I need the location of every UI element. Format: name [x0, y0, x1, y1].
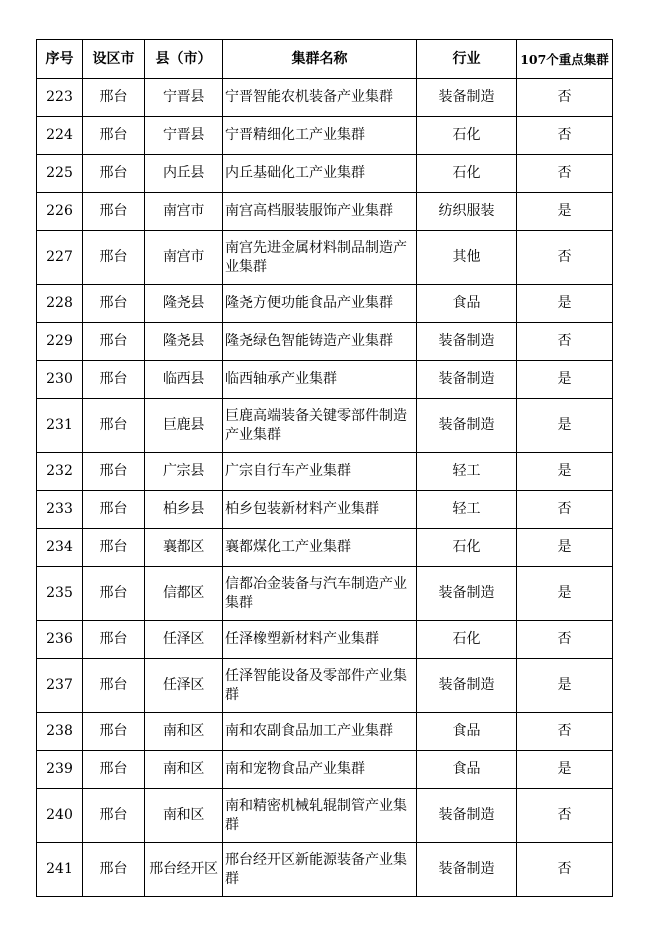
cell-city: 邢台 [83, 193, 145, 231]
cell-county: 隆尧县 [145, 323, 223, 361]
cell-cluster-name: 南宫高档服装服饰产业集群 [223, 193, 417, 231]
cell-industry: 其他 [417, 231, 517, 285]
cell-county: 南和区 [145, 713, 223, 751]
cell-city: 邢台 [83, 843, 145, 897]
cell-industry: 石化 [417, 117, 517, 155]
cell-city: 邢台 [83, 751, 145, 789]
header-industry: 行业 [417, 40, 517, 79]
cell-index: 227 [37, 231, 83, 285]
cell-county: 巨鹿县 [145, 399, 223, 453]
cell-city: 邢台 [83, 713, 145, 751]
cell-index: 223 [37, 79, 83, 117]
cell-county: 信都区 [145, 567, 223, 621]
cell-city: 邢台 [83, 117, 145, 155]
table-row [37, 231, 613, 285]
table-row [37, 453, 613, 491]
cell-county: 内丘县 [145, 155, 223, 193]
cell-county: 柏乡县 [145, 491, 223, 529]
table-row [37, 117, 613, 155]
cell-county: 宁晋县 [145, 117, 223, 155]
cell-city: 邢台 [83, 529, 145, 567]
cell-industry: 装备制造 [417, 789, 517, 843]
cell-index: 230 [37, 361, 83, 399]
cell-key-cluster: 是 [517, 361, 613, 399]
cell-key-cluster: 否 [517, 155, 613, 193]
table-row [37, 155, 613, 193]
cell-cluster-name: 信都冶金装备与汽车制造产业集群 [223, 567, 417, 621]
cell-key-cluster: 否 [517, 713, 613, 751]
cell-county: 南和区 [145, 751, 223, 789]
cell-key-cluster: 否 [517, 323, 613, 361]
cell-cluster-name: 任泽智能设备及零部件产业集群 [223, 659, 417, 713]
cell-industry: 纺织服装 [417, 193, 517, 231]
table-row [37, 529, 613, 567]
table-row [37, 79, 613, 117]
header-key-cluster: 107个重点集群 [517, 40, 613, 79]
cell-industry: 装备制造 [417, 399, 517, 453]
header-county: 县（市） [145, 40, 223, 79]
cell-index: 240 [37, 789, 83, 843]
cell-key-cluster: 是 [517, 453, 613, 491]
cell-industry: 轻工 [417, 491, 517, 529]
cell-county: 襄都区 [145, 529, 223, 567]
header-row [37, 40, 613, 79]
cell-city: 邢台 [83, 231, 145, 285]
cell-cluster-name: 邢台经开区新能源装备产业集群 [223, 843, 417, 897]
cell-county: 宁晋县 [145, 79, 223, 117]
cell-city: 邢台 [83, 789, 145, 843]
cell-city: 邢台 [83, 567, 145, 621]
cell-city: 邢台 [83, 361, 145, 399]
cell-industry: 石化 [417, 621, 517, 659]
cell-city: 邢台 [83, 491, 145, 529]
cell-index: 232 [37, 453, 83, 491]
cell-industry: 食品 [417, 285, 517, 323]
cell-cluster-name: 内丘基础化工产业集群 [223, 155, 417, 193]
cell-industry: 石化 [417, 529, 517, 567]
cell-county: 邢台经开区 [145, 843, 223, 897]
cell-cluster-name: 任泽橡塑新材料产业集群 [223, 621, 417, 659]
cell-industry: 装备制造 [417, 79, 517, 117]
table-row [37, 713, 613, 751]
table-body [37, 79, 613, 897]
cell-index: 231 [37, 399, 83, 453]
cell-county: 南和区 [145, 789, 223, 843]
table-row [37, 361, 613, 399]
cell-key-cluster: 否 [517, 789, 613, 843]
cell-cluster-name: 临西轴承产业集群 [223, 361, 417, 399]
cell-cluster-name: 隆尧方便功能食品产业集群 [223, 285, 417, 323]
cell-industry: 装备制造 [417, 843, 517, 897]
cell-industry: 装备制造 [417, 361, 517, 399]
cell-key-cluster: 是 [517, 751, 613, 789]
cell-key-cluster: 是 [517, 529, 613, 567]
cell-city: 邢台 [83, 79, 145, 117]
table-row [37, 323, 613, 361]
table-header [37, 40, 613, 79]
cell-index: 228 [37, 285, 83, 323]
header-index: 序号 [37, 40, 83, 79]
cell-cluster-name: 巨鹿高端装备关键零部件制造产业集群 [223, 399, 417, 453]
header-city: 设区市 [83, 40, 145, 79]
cell-key-cluster: 否 [517, 491, 613, 529]
cell-key-cluster: 否 [517, 117, 613, 155]
cell-index: 237 [37, 659, 83, 713]
cell-key-cluster: 是 [517, 399, 613, 453]
cell-industry: 轻工 [417, 453, 517, 491]
cell-cluster-name: 广宗自行车产业集群 [223, 453, 417, 491]
table-row [37, 751, 613, 789]
cell-industry: 装备制造 [417, 659, 517, 713]
cell-city: 邢台 [83, 285, 145, 323]
cell-cluster-name: 南宫先进金属材料制品制造产业集群 [223, 231, 417, 285]
header-cluster-name: 集群名称 [223, 40, 417, 79]
cell-industry: 装备制造 [417, 323, 517, 361]
cell-industry: 食品 [417, 713, 517, 751]
cell-county: 南宫市 [145, 193, 223, 231]
cell-county: 隆尧县 [145, 285, 223, 323]
cell-city: 邢台 [83, 399, 145, 453]
table-row [37, 789, 613, 843]
table-row [37, 399, 613, 453]
cell-index: 233 [37, 491, 83, 529]
cell-county: 任泽区 [145, 621, 223, 659]
cell-county: 广宗县 [145, 453, 223, 491]
cell-city: 邢台 [83, 659, 145, 713]
cell-cluster-name: 襄都煤化工产业集群 [223, 529, 417, 567]
cell-industry: 装备制造 [417, 567, 517, 621]
cell-industry: 食品 [417, 751, 517, 789]
table-row [37, 843, 613, 897]
cell-cluster-name: 宁晋智能农机装备产业集群 [223, 79, 417, 117]
cell-index: 226 [37, 193, 83, 231]
cell-cluster-name: 南和农副食品加工产业集群 [223, 713, 417, 751]
cell-city: 邢台 [83, 155, 145, 193]
table-row [37, 567, 613, 621]
cell-city: 邢台 [83, 621, 145, 659]
cell-key-cluster: 是 [517, 193, 613, 231]
cell-city: 邢台 [83, 323, 145, 361]
cluster-table [36, 39, 613, 897]
cell-key-cluster: 否 [517, 843, 613, 897]
cell-cluster-name: 宁晋精细化工产业集群 [223, 117, 417, 155]
cell-index: 224 [37, 117, 83, 155]
cell-index: 234 [37, 529, 83, 567]
table-row [37, 491, 613, 529]
cell-county: 任泽区 [145, 659, 223, 713]
cell-index: 229 [37, 323, 83, 361]
cell-city: 邢台 [83, 453, 145, 491]
cell-index: 238 [37, 713, 83, 751]
cell-key-cluster: 否 [517, 79, 613, 117]
cell-key-cluster: 是 [517, 659, 613, 713]
cell-index: 235 [37, 567, 83, 621]
cell-cluster-name: 南和精密机械轧辊制管产业集群 [223, 789, 417, 843]
cell-key-cluster: 是 [517, 567, 613, 621]
cell-key-cluster: 否 [517, 231, 613, 285]
cell-county: 南宫市 [145, 231, 223, 285]
cell-key-cluster: 是 [517, 285, 613, 323]
cell-key-cluster: 否 [517, 621, 613, 659]
cell-index: 236 [37, 621, 83, 659]
cell-index: 239 [37, 751, 83, 789]
table-row [37, 621, 613, 659]
cell-index: 241 [37, 843, 83, 897]
table-row [37, 659, 613, 713]
table-row [37, 193, 613, 231]
cell-cluster-name: 南和宠物食品产业集群 [223, 751, 417, 789]
cell-index: 225 [37, 155, 83, 193]
table-row [37, 285, 613, 323]
cell-industry: 石化 [417, 155, 517, 193]
cell-cluster-name: 柏乡包装新材料产业集群 [223, 491, 417, 529]
cell-county: 临西县 [145, 361, 223, 399]
cell-cluster-name: 隆尧绿色智能铸造产业集群 [223, 323, 417, 361]
